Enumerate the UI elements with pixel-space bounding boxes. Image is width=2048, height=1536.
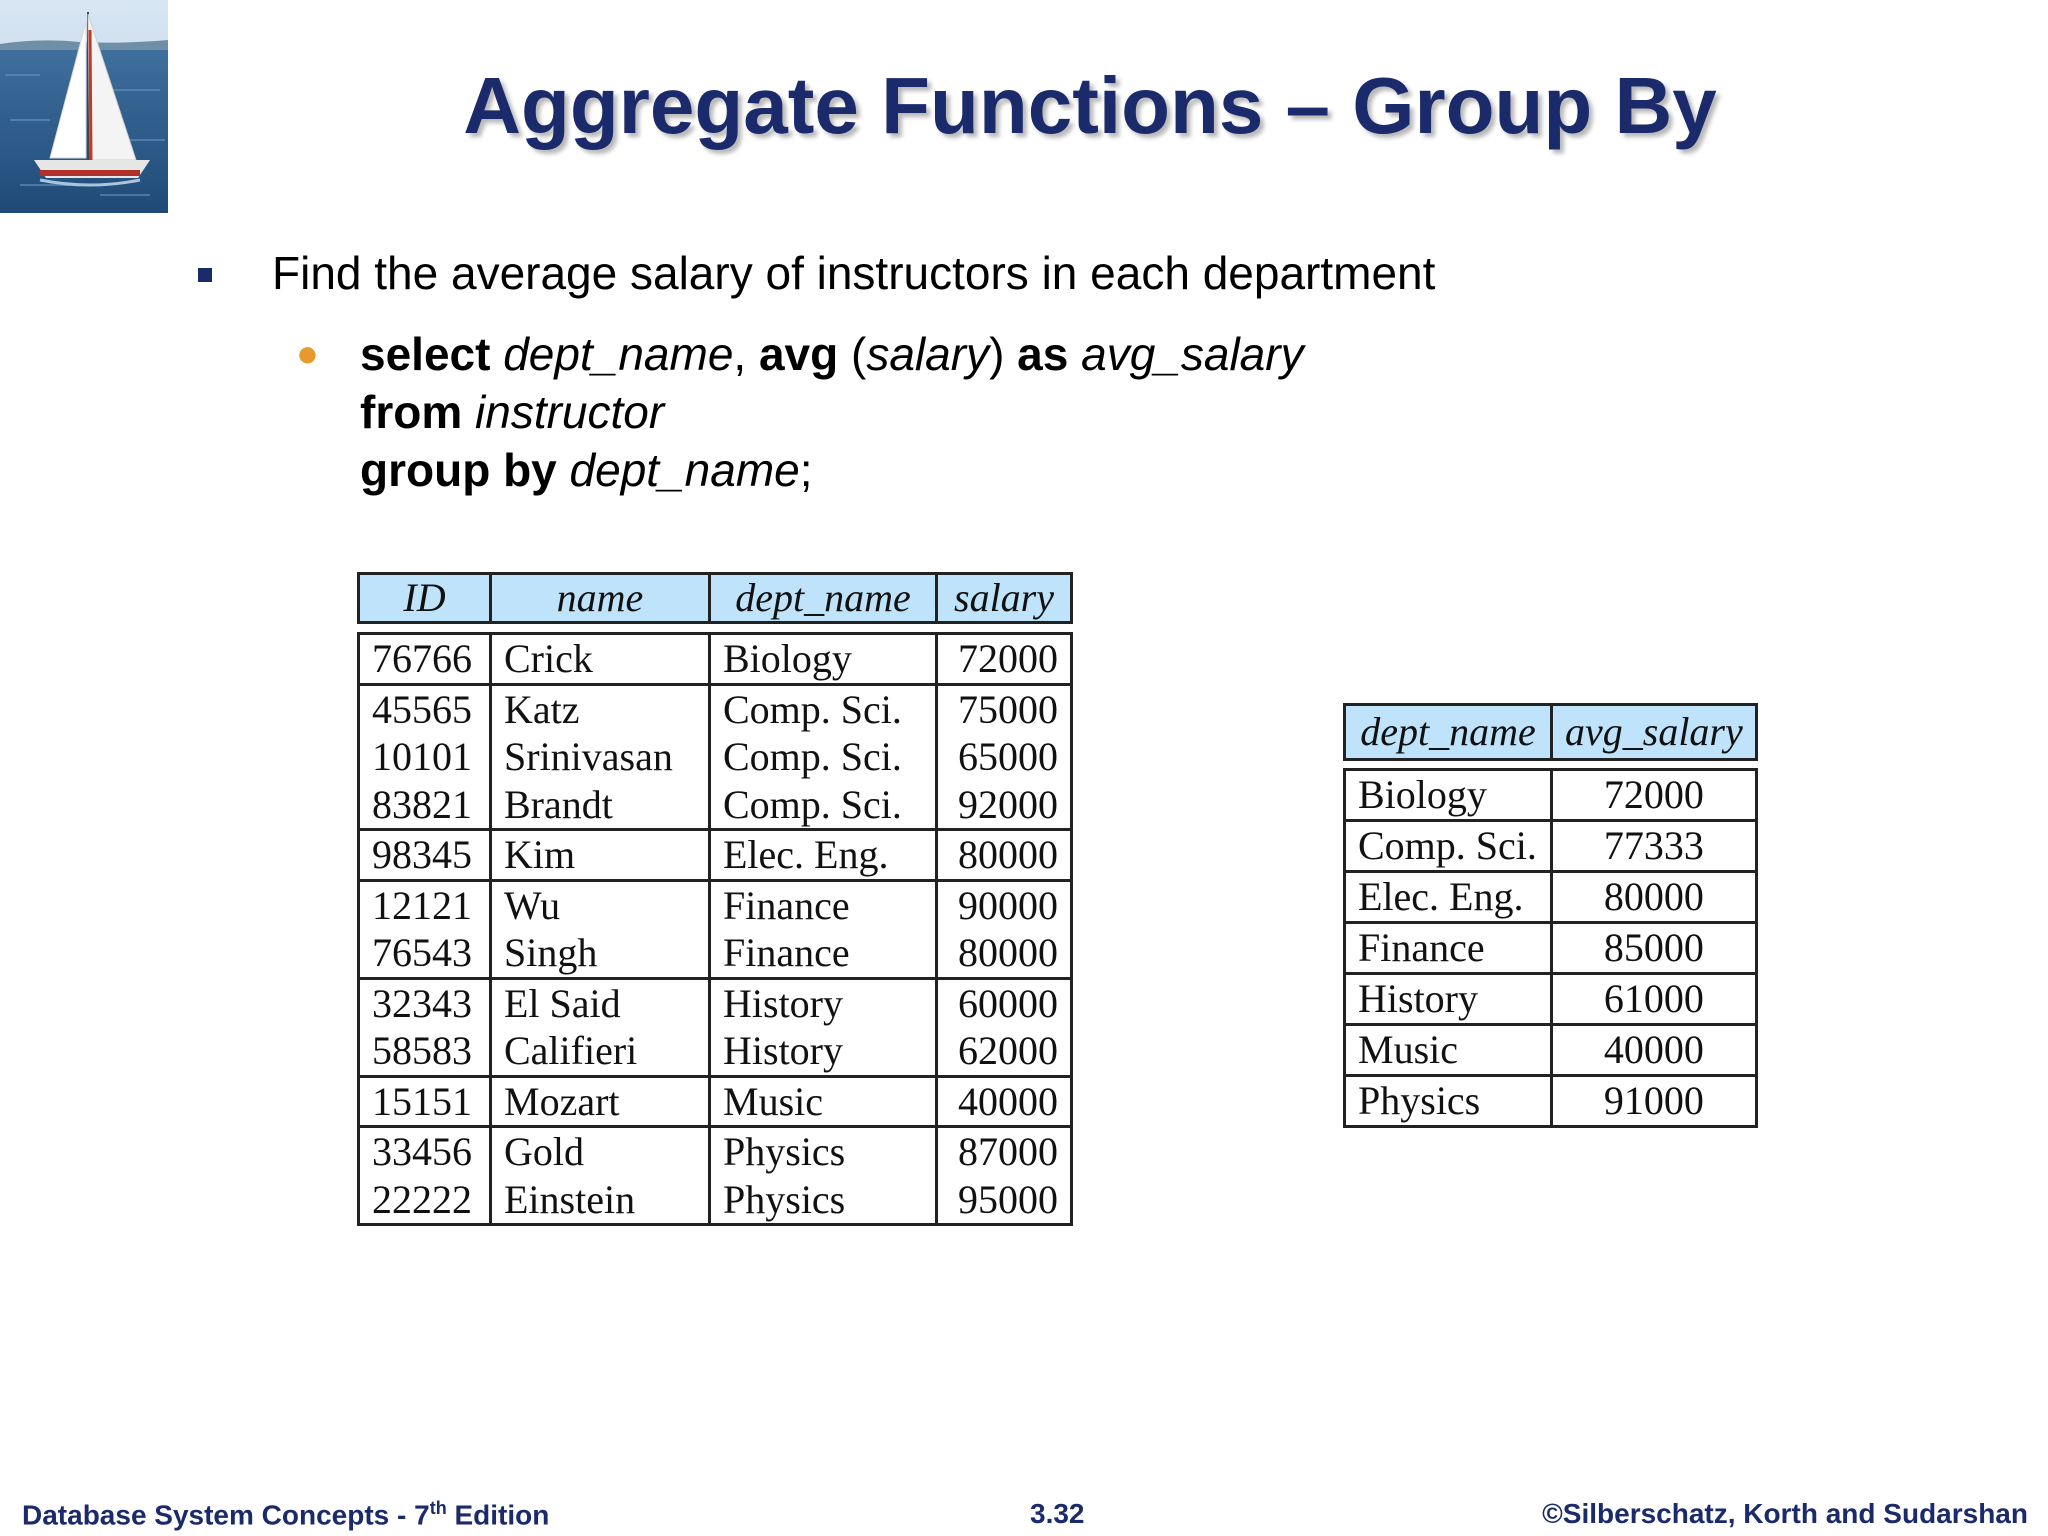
table-row: [359, 830, 1072, 881]
cell-id: 10101: [359, 733, 491, 781]
table-row: [359, 1127, 1072, 1176]
cell-name: Katz: [491, 684, 710, 733]
cell-dept-name: Comp. Sci.: [710, 733, 937, 781]
sql-keyword-select: select: [360, 328, 491, 380]
cell-salary: 95000: [937, 1176, 1072, 1225]
sql-keyword-from: from: [360, 386, 463, 438]
cell-avg-salary: 61000: [1552, 974, 1757, 1025]
table-row: [359, 978, 1072, 1027]
footer-page-number: 3.32: [1030, 1498, 1085, 1529]
column-header-id: ID: [359, 574, 491, 623]
sailboat-logo-icon: [0, 0, 168, 213]
table-row: [359, 929, 1072, 978]
column-header-avg-salary: avg_salary: [1552, 705, 1757, 760]
column-header-salary: salary: [937, 574, 1072, 623]
cell-dept-name: Music: [710, 1076, 937, 1127]
cell-salary: 40000: [937, 1076, 1072, 1127]
cell-name: Crick: [491, 634, 710, 685]
cell-id: 83821: [359, 781, 491, 830]
table-row: [359, 1027, 1072, 1076]
cell-dept-name: History: [1345, 974, 1552, 1025]
cell-salary: 60000: [937, 978, 1072, 1027]
cell-id: 22222: [359, 1176, 491, 1225]
cell-salary: 75000: [937, 684, 1072, 733]
cell-name: Gold: [491, 1127, 710, 1176]
cell-name: Einstein: [491, 1176, 710, 1225]
bullet-item: [198, 246, 1435, 300]
cell-salary: 92000: [937, 781, 1072, 830]
table-row: [359, 634, 1072, 685]
table-row: [359, 733, 1072, 781]
cell-dept-name: Biology: [710, 634, 937, 685]
cell-name: Califieri: [491, 1027, 710, 1076]
sql-keyword-as: as: [1017, 328, 1069, 380]
cell-dept-name: Physics: [1345, 1076, 1552, 1127]
sql-avg-arg: salary: [866, 328, 990, 380]
sql-select-column: dept_name: [503, 328, 734, 380]
cell-dept-name: Comp. Sci.: [710, 684, 937, 733]
cell-id: 15151: [359, 1076, 491, 1127]
cell-avg-salary: 40000: [1552, 1025, 1757, 1076]
cell-dept-name: Biology: [1345, 770, 1552, 821]
cell-dept-name: Comp. Sci.: [710, 781, 937, 830]
cell-avg-salary: 91000: [1552, 1076, 1757, 1127]
cell-avg-salary: 80000: [1552, 872, 1757, 923]
cell-id: 58583: [359, 1027, 491, 1076]
sql-group-column: dept_name: [569, 444, 800, 496]
cell-name: Mozart: [491, 1076, 710, 1127]
cell-salary: 90000: [937, 880, 1072, 929]
cell-dept-name: History: [710, 1027, 937, 1076]
cell-avg-salary: 72000: [1552, 770, 1757, 821]
result-table: [1343, 703, 1758, 1128]
sql-line-group: [360, 441, 1304, 499]
cell-name: Singh: [491, 929, 710, 978]
column-header-name: name: [491, 574, 710, 623]
table-spacer: [1345, 760, 1757, 770]
cell-avg-salary: 77333: [1552, 821, 1757, 872]
cell-dept-name: Comp. Sci.: [1345, 821, 1552, 872]
cell-dept-name: Finance: [710, 880, 937, 929]
cell-salary: 62000: [937, 1027, 1072, 1076]
table-row: [359, 684, 1072, 733]
cell-id: 32343: [359, 978, 491, 1027]
footer-copyright: ©Silberschatz, Korth and Sudarshan: [1542, 1498, 2028, 1529]
sql-query: [360, 325, 1304, 499]
table-row: [359, 880, 1072, 929]
cell-name: Kim: [491, 830, 710, 881]
slide-title: Aggregate Functions – Group By: [463, 61, 1717, 150]
cell-dept-name: Elec. Eng.: [1345, 872, 1552, 923]
footer-book-edition: Edition: [446, 1499, 550, 1531]
cell-dept-name: Elec. Eng.: [710, 830, 937, 881]
cell-salary: 72000: [937, 634, 1072, 685]
instructor-table: [357, 572, 1073, 1226]
cell-dept-name: Physics: [710, 1127, 937, 1176]
sql-paren-close: ): [989, 328, 1018, 380]
cell-salary: 80000: [937, 830, 1072, 881]
cell-salary: 87000: [937, 1127, 1072, 1176]
footer-book-edition-sup: th: [429, 1498, 447, 1518]
sql-from-table: instructor: [475, 386, 665, 438]
footer-book-name: Database System Concepts - 7: [22, 1499, 430, 1531]
table-row: [1345, 821, 1757, 872]
column-header-dept-name: dept_name: [1345, 705, 1552, 760]
footer-book-title: [22, 1498, 549, 1531]
cell-dept-name: Music: [1345, 1025, 1552, 1076]
sql-alias: avg_salary: [1081, 328, 1304, 380]
cell-salary: 80000: [937, 929, 1072, 978]
table-row: [1345, 770, 1757, 821]
table-row: [1345, 923, 1757, 974]
cell-dept-name: Finance: [710, 929, 937, 978]
square-bullet-icon: [198, 268, 212, 282]
table-row: [359, 1076, 1072, 1127]
table-row: [359, 781, 1072, 830]
round-bullet-icon: ●: [296, 333, 319, 375]
cell-name: Wu: [491, 880, 710, 929]
sql-terminator: ;: [799, 444, 813, 496]
cell-dept-name: Finance: [1345, 923, 1552, 974]
cell-dept-name: History: [710, 978, 937, 1027]
cell-id: 12121: [359, 880, 491, 929]
table-spacer: [359, 623, 1072, 634]
bullet-text: Find the average salary of instructors in each department: [272, 247, 1436, 299]
table-row: [1345, 872, 1757, 923]
table-header-row: [359, 574, 1072, 623]
table-row: [1345, 1076, 1757, 1127]
cell-salary: 65000: [937, 733, 1072, 781]
cell-id: 76543: [359, 929, 491, 978]
sql-comma: ,: [733, 328, 759, 380]
sql-keyword-avg: avg: [758, 328, 839, 380]
table-header-row: [1345, 705, 1757, 760]
sql-paren-open: (: [838, 328, 867, 380]
table-row: [1345, 974, 1757, 1025]
table-row: [359, 1176, 1072, 1225]
sql-line-from: [360, 383, 1304, 441]
column-header-dept-name: dept_name: [710, 574, 937, 623]
sql-line-select: [360, 325, 1304, 383]
table-row: [1345, 1025, 1757, 1076]
cell-id: 33456: [359, 1127, 491, 1176]
cell-name: El Said: [491, 978, 710, 1027]
cell-id: 45565: [359, 684, 491, 733]
sql-keyword-group-by: group by: [360, 444, 557, 496]
cell-dept-name: Physics: [710, 1176, 937, 1225]
cell-name: Srinivasan: [491, 733, 710, 781]
cell-avg-salary: 85000: [1552, 923, 1757, 974]
cell-name: Brandt: [491, 781, 710, 830]
cell-id: 76766: [359, 634, 491, 685]
cell-id: 98345: [359, 830, 491, 881]
